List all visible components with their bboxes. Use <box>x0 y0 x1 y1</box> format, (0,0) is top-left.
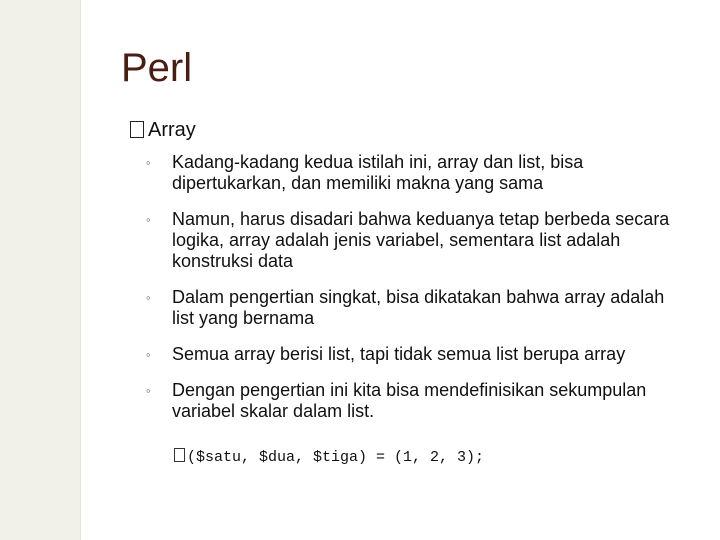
missing-glyph-box-icon <box>174 448 185 462</box>
list-item <box>146 152 686 194</box>
slide-title: Perl <box>121 46 193 90</box>
code-example <box>174 448 484 468</box>
left-decorative-band <box>0 0 80 540</box>
bullet-list <box>146 152 686 437</box>
bullet-text: Dalam pengertian singkat, bisa dikatakan bahwa array adalah list yang bernama <box>172 287 665 328</box>
list-item <box>146 209 686 272</box>
left-divider <box>80 0 81 540</box>
topic-heading <box>130 118 196 142</box>
bullet-marker-icon: ◦ <box>146 155 151 170</box>
bullet-text: Kadang-kadang kedua istilah ini, array dan list, bisa dipertukarkan, dan memiliki makna yang sama <box>172 152 584 193</box>
bullet-marker-icon: ◦ <box>146 383 151 398</box>
bullet-marker-icon: ◦ <box>146 347 151 362</box>
bullet-text: Dengan pengertian ini kita bisa mendefinisikan sekumpulan variabel skalar dalam list. <box>172 380 647 421</box>
list-item <box>146 380 686 422</box>
bullet-marker-icon: ◦ <box>146 212 151 227</box>
missing-glyph-box-icon <box>130 121 144 138</box>
list-item <box>146 344 686 365</box>
topic-label: Array <box>148 119 196 141</box>
bullet-marker-icon: ◦ <box>146 290 151 305</box>
list-item <box>146 287 686 329</box>
bullet-text: Semua array berisi list, tapi tidak semua list berupa array <box>172 344 626 364</box>
code-text: ($satu, $dua, $tiga) = (1, 2, 3); <box>187 449 485 466</box>
bullet-text: Namun, harus disadari bahwa keduanya tetap berbeda secara logika, array adalah jenis variabel, sementara list adalah konstruksi data <box>172 209 670 271</box>
